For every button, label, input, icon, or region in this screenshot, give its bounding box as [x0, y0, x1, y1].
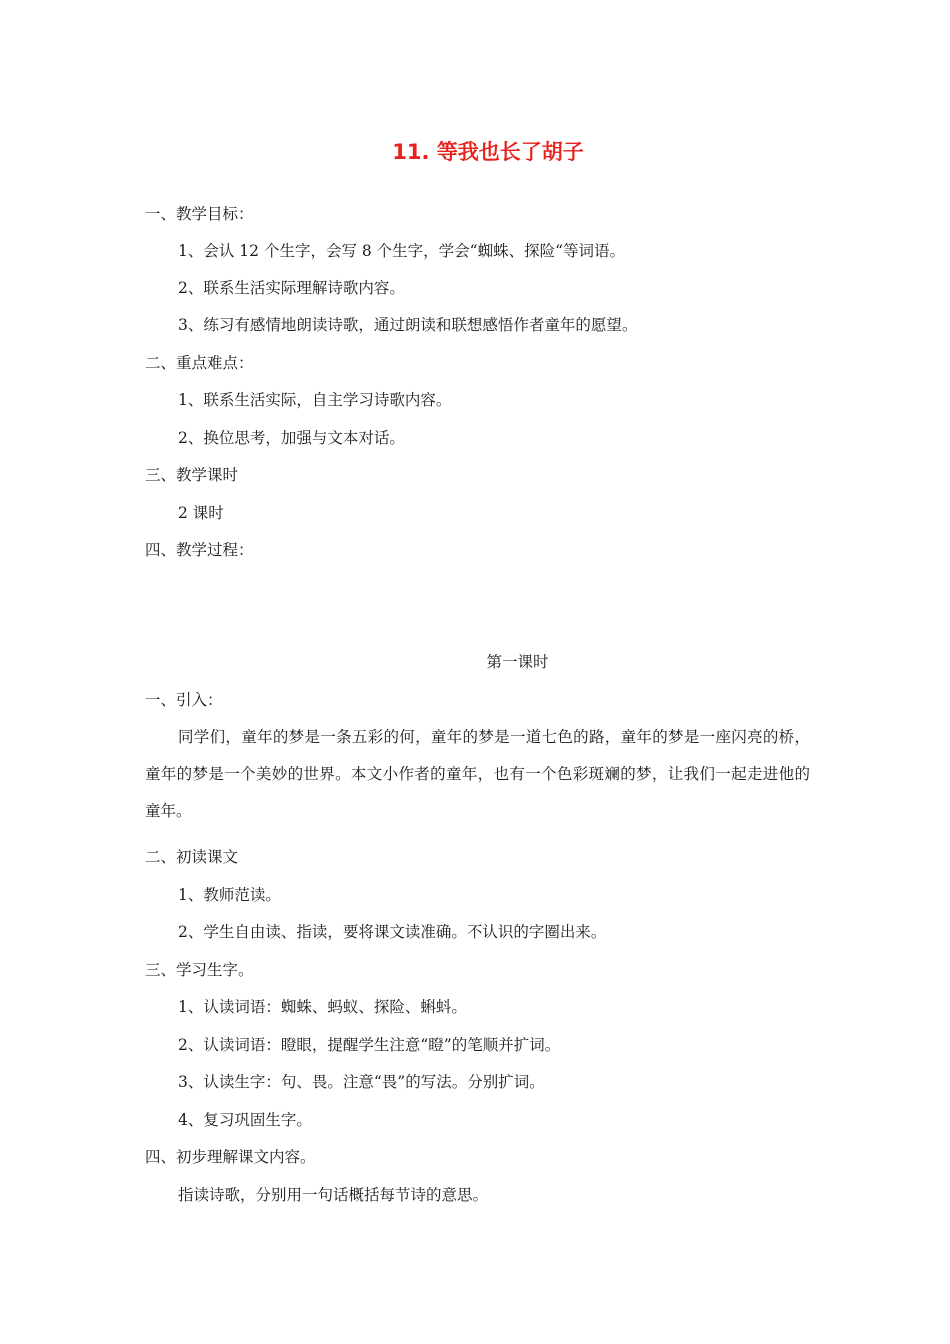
reading-item: 1、教师范读。 [178, 886, 281, 904]
key-point-item: 2、换位思考，加强与文本对话。 [178, 429, 405, 447]
section-heading-key-points: 二、重点难点： [145, 354, 254, 372]
lesson-heading: 第一课时 [486, 653, 549, 671]
page-title: 11. 等我也长了胡子 [392, 140, 584, 164]
objective-item: 1、会认 12 个生字，会写 8 个生字，学会“蜘蛛、探险“等词语。 [178, 242, 626, 260]
section-heading-periods: 三、教学课时 [145, 466, 239, 484]
section-heading-objectives: 一、教学目标： [145, 205, 254, 223]
objective-item: 3、练习有感情地朗读诗歌，通过朗读和联想感悟作者童年的愿望。 [178, 316, 638, 334]
objective-item: 2、联系生活实际理解诗歌内容。 [178, 279, 405, 297]
key-point-item: 1、联系生活实际，自主学习诗歌内容。 [178, 391, 452, 409]
characters-heading: 三、学习生字。 [145, 961, 254, 979]
characters-item: 3、认读生字：句、畏。注意“畏”的写法。分别扩词。 [178, 1073, 545, 1091]
intro-paragraph: 同学们，童年的梦是一条五彩的何，童年的梦是一道七色的路，童年的梦是一座闪亮的桥，童年的梦是一个美妙的世界。本文小作者的童年，也有一个色彩斑斓的梦，让我们一起走进他的童年。 [145, 728, 810, 820]
characters-item: 2、认读词语：瞪眼，提醒学生注意“瞪”的笔顺并扩词。 [178, 1036, 561, 1054]
understanding-item: 指读诗歌，分别用一句话概括每节诗的意思。 [178, 1186, 489, 1204]
characters-item: 4、复习巩固生字。 [178, 1111, 312, 1129]
section-heading-process: 四、教学过程： [145, 541, 254, 559]
understanding-heading: 四、初步理解课文内容。 [145, 1148, 316, 1166]
reading-heading: 二、初读课文 [145, 848, 239, 866]
characters-item: 1、认读词语：蜘蛛、蚂蚁、探险、蝌蚪。 [178, 998, 467, 1016]
period-count: 2 课时 [178, 504, 224, 522]
intro-heading: 一、引入： [145, 691, 223, 709]
reading-item: 2、学生自由读、指读，要将课文读准确。不认识的字圈出来。 [178, 923, 607, 941]
